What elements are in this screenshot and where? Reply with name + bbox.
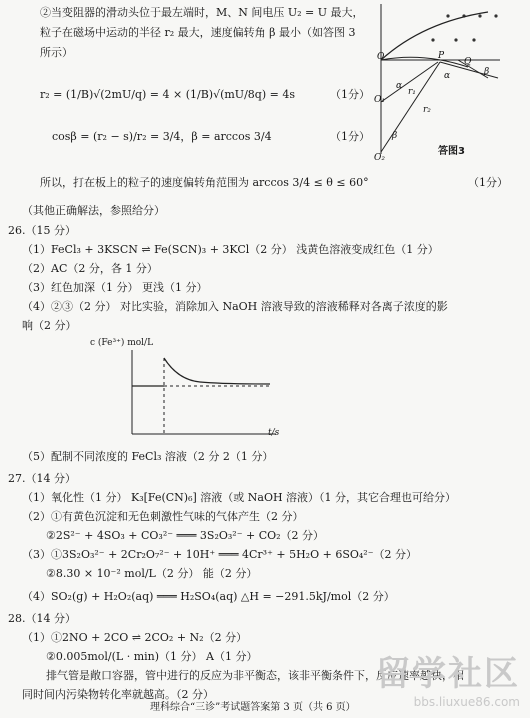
q28-line-3: 排气管是敞口容器，管中进行的反应为非平衡态，该非平衡条件下，反应速率越快，相	[46, 669, 464, 682]
equation-text: r₂ = (1/B)√(2mU/q) = 4 × (1/B)√(mU/8q) = 4s	[40, 88, 295, 101]
q28-line-4: 同时间内污染物转化率就越高。（2 分）	[22, 688, 214, 701]
q27-line-2: （2）①有黄色沉淀和无色刺激性气味的气体产生（2 分）	[22, 510, 304, 523]
score: （1分）	[468, 176, 508, 189]
q26-line-2: （2）AC（2 分，各 1 分）	[22, 262, 158, 275]
label-beta: β	[484, 67, 490, 77]
page-footer: 理科综合“三诊”考试题答案第 3 页（共 6 页）	[150, 702, 356, 713]
figure-3-diagram	[374, 2, 503, 163]
chart-ylabel: c (Fe³⁺) mol/L	[90, 338, 154, 348]
fe3-concentration-sketch	[120, 348, 280, 448]
equation-text: cosβ = (r₂ − s)/r₂ = 3/4，β = arccos 3/4	[52, 130, 272, 143]
q28-line-2: ②0.005mol/(L · min)（1 分） A（1 分）	[46, 650, 258, 663]
q27-line-6: （4）SO₂(g) + H₂O₂(aq) ═══ H₂SO₄(aq) △H = −291.5kJ/mol（2 分）	[22, 590, 395, 603]
label-r1: r₁	[408, 87, 416, 97]
q26-line-6: （5）配制不同浓度的 FeCl₃ 溶液（2 分 2（1 分）	[22, 450, 274, 463]
label-r2: r₂	[423, 105, 431, 115]
figure-caption: 答图3	[438, 146, 465, 157]
score: （1分）	[330, 88, 370, 101]
label-alpha: α	[396, 81, 403, 91]
q26-line-4: （4）②③（2 分） 对比实验，消除加入 NaOH 溶液导致的溶液稀释对各离子浓度的影	[22, 300, 448, 313]
q26-line-1: （1）FeCl₃ + 3KSCN ⇌ Fe(SCN)₃ + 3KCl（2 分） 浅黄色溶液变成红色（1 分）	[22, 243, 439, 256]
q26-line-3: （3）红色加深（1 分） 更浅（1 分）	[22, 281, 208, 294]
label-Q: Q	[464, 57, 472, 67]
q27-line-3: ②2S²⁻ + 4SO₃ + CO₃²⁻ ═══ 3S₂O₃²⁻ + CO₂（2 分）	[46, 529, 325, 542]
question-27-header: 27.（14 分）	[8, 472, 76, 485]
watermark	[376, 653, 520, 711]
label-P: P	[438, 51, 445, 61]
q28-line-1: （1）①2NO + 2CO ⇌ 2CO₂ + N₂（2 分）	[22, 631, 248, 644]
question-26-header: 26.（15 分）	[8, 224, 76, 237]
q27-line-1: （1）氧化性（1 分） K₃[Fe(CN)₆] 溶液（或 NaOH 溶液）（1 分，其它合理也可给分）	[22, 491, 457, 504]
label-alpha-2: α	[444, 71, 451, 81]
conclusion-line	[40, 176, 508, 190]
note-line: （其他正确解法，参照给分）	[22, 204, 165, 217]
q26-line-5: 响（2 分）	[22, 319, 77, 332]
score: （1分）	[330, 130, 370, 143]
equation-cos	[52, 130, 370, 144]
q27-line-5: ②8.30 × 10⁻² mol/L（2 分） 能（2 分）	[46, 567, 258, 580]
question-28-header: 28.（14 分）	[8, 612, 76, 625]
text-line: ②当变阻器的滑动头位于最左端时，M、N 间电压 U₂ = U 最大，	[40, 6, 364, 19]
watermark-logo: 留学社区	[376, 653, 520, 694]
chart-xlabel: t/s	[268, 428, 280, 438]
label-O1: O₁	[374, 95, 385, 105]
label-O2: O₂	[374, 153, 385, 163]
conclusion-text: 所以，打在板上的粒子的速度偏转角范围为 arccos 3/4 ≤ θ ≤ 60°	[40, 176, 369, 189]
watermark-url: bbs.liuxue86.com	[413, 695, 520, 709]
text-line: 所示）	[40, 46, 73, 59]
equation-r2	[40, 88, 370, 102]
q27-line-4: （3）①3S₂O₃²⁻ + 2Cr₂O₇²⁻ + 10H⁺ ═══ 4Cr³⁺ + 5H₂O + 6SO₄²⁻（2 分）	[22, 548, 417, 561]
label-O: O	[377, 52, 385, 62]
text-line: 粒子在磁场中运动的半径 r₂ 最大，速度偏转角 β 最小（如答图 3	[40, 26, 356, 39]
label-beta-2: β	[392, 131, 398, 141]
